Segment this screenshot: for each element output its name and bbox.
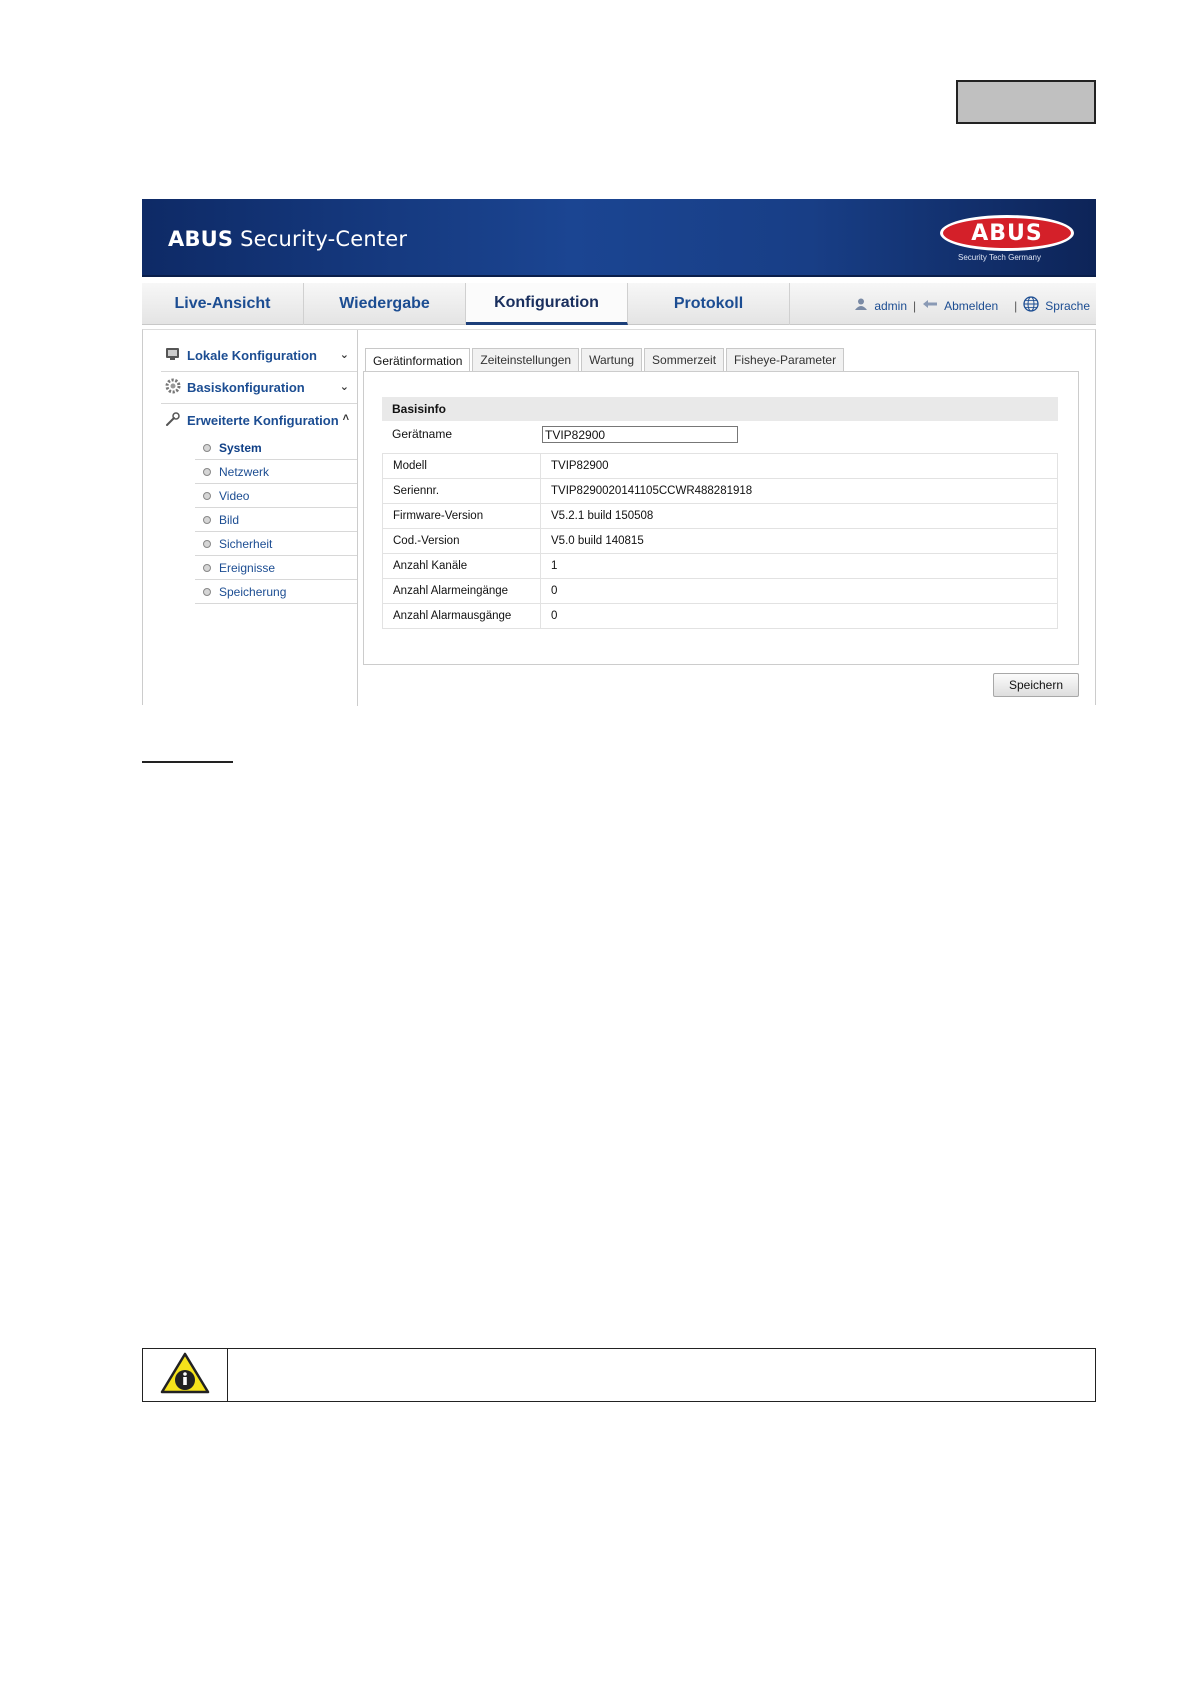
sidebar-section-label: Basiskonfiguration bbox=[187, 380, 305, 395]
row-key: Modell bbox=[383, 454, 541, 479]
table-row bbox=[383, 479, 1058, 504]
sidebar-item-system[interactable] bbox=[195, 436, 357, 460]
web-interface-screenshot bbox=[142, 199, 1096, 705]
tab-protokoll[interactable]: Protokoll bbox=[628, 283, 790, 325]
device-name-input[interactable] bbox=[542, 426, 738, 443]
header-banner bbox=[142, 199, 1096, 277]
user-link[interactable]: admin bbox=[874, 298, 907, 313]
bullet-icon bbox=[203, 540, 211, 548]
config-tabs bbox=[365, 348, 846, 371]
bullet-icon bbox=[203, 516, 211, 524]
monitor-icon bbox=[165, 346, 181, 365]
row-value: TVIP8290020141105CCWR488281918 bbox=[541, 479, 1058, 504]
bullet-icon bbox=[203, 588, 211, 596]
row-key: Seriennr. bbox=[383, 479, 541, 504]
nav-utilities bbox=[854, 296, 1090, 315]
section-title: Basisinfo bbox=[382, 397, 1058, 421]
row-value: TVIP82900 bbox=[541, 454, 1058, 479]
row-value: 1 bbox=[541, 554, 1058, 579]
main-nav bbox=[142, 283, 1096, 325]
globe-icon bbox=[1023, 296, 1039, 315]
heading-underline bbox=[142, 761, 233, 763]
logout-icon bbox=[922, 298, 938, 313]
bullet-icon bbox=[203, 564, 211, 572]
logo-oval: ABUS bbox=[940, 215, 1074, 251]
wrench-icon bbox=[165, 411, 181, 430]
app-title: ABUS Security-Center bbox=[168, 227, 408, 251]
sidebar-item-ereignisse[interactable] bbox=[195, 556, 357, 580]
separator: | bbox=[1014, 298, 1018, 313]
separator: | bbox=[913, 298, 917, 313]
tab-zeiteinstellungen[interactable]: Zeiteinstellungen bbox=[472, 348, 579, 371]
device-name-row bbox=[382, 425, 1058, 445]
gear-icon bbox=[165, 378, 181, 397]
sidebar-item-label: Speicherung bbox=[219, 584, 287, 599]
tab-fisheye-parameter[interactable]: Fisheye-Parameter bbox=[726, 348, 844, 371]
sidebar-divider bbox=[357, 330, 358, 706]
note-icon-cell bbox=[143, 1349, 228, 1401]
table-row bbox=[383, 529, 1058, 554]
device-name-label: Gerätname bbox=[392, 427, 453, 441]
row-value: 0 bbox=[541, 604, 1058, 629]
content-area bbox=[142, 329, 1096, 705]
warning-info-icon bbox=[160, 1352, 210, 1399]
sidebar bbox=[161, 340, 357, 604]
bullet-icon bbox=[203, 468, 211, 476]
table-row bbox=[383, 604, 1058, 629]
sidebar-item-label: Netzwerk bbox=[219, 464, 270, 479]
chevron-down-icon: ⌄ bbox=[339, 349, 349, 361]
user-icon bbox=[854, 297, 868, 314]
chevron-down-icon: ⌄ bbox=[339, 381, 349, 393]
tab-wartung[interactable]: Wartung bbox=[581, 348, 642, 371]
sidebar-item-label: Bild bbox=[219, 512, 240, 527]
save-button[interactable]: Speichern bbox=[993, 673, 1079, 697]
row-key: Firmware-Version bbox=[383, 504, 541, 529]
tab-geraetinformation[interactable]: Gerätinformation bbox=[365, 348, 470, 372]
device-info-panel bbox=[363, 371, 1079, 665]
sidebar-item-label: Sicherheit bbox=[219, 536, 273, 551]
tab-konfiguration[interactable]: Konfiguration bbox=[466, 283, 628, 325]
row-key: Cod.-Version bbox=[383, 529, 541, 554]
page-header-box bbox=[956, 80, 1096, 124]
table-row bbox=[383, 554, 1058, 579]
language-link[interactable]: Sprache bbox=[1045, 298, 1090, 313]
tab-sommerzeit[interactable]: Sommerzeit bbox=[644, 348, 724, 371]
sidebar-item-bild[interactable] bbox=[195, 508, 357, 532]
row-key: Anzahl Kanäle bbox=[383, 554, 541, 579]
row-key: Anzahl Alarmeingänge bbox=[383, 579, 541, 604]
sidebar-item-label: Ereignisse bbox=[219, 560, 276, 575]
row-value: 0 bbox=[541, 579, 1058, 604]
row-value: V5.2.1 build 150508 bbox=[541, 504, 1058, 529]
note-box bbox=[142, 1348, 1096, 1402]
sidebar-item-label: System bbox=[219, 440, 262, 455]
table-row bbox=[383, 579, 1058, 604]
bullet-icon bbox=[203, 492, 211, 500]
sidebar-section-label: Erweiterte Konfiguration bbox=[187, 412, 339, 428]
table-row bbox=[383, 504, 1058, 529]
logout-link[interactable]: Abmelden bbox=[944, 298, 999, 313]
sidebar-item-video[interactable] bbox=[195, 484, 357, 508]
abus-logo bbox=[940, 215, 1074, 265]
sidebar-section-label: Lokale Konfiguration bbox=[187, 348, 317, 363]
sidebar-item-netzwerk[interactable] bbox=[195, 460, 357, 484]
sidebar-item-label: Video bbox=[219, 488, 250, 503]
sidebar-local-config[interactable] bbox=[161, 340, 357, 372]
sidebar-basic-config[interactable] bbox=[161, 372, 357, 404]
tab-wiedergabe[interactable]: Wiedergabe bbox=[304, 283, 466, 325]
sidebar-advanced-config[interactable] bbox=[161, 404, 357, 436]
logo-subtitle: Security Tech Germany bbox=[958, 253, 1041, 262]
bullet-icon bbox=[203, 444, 211, 452]
device-info-table bbox=[382, 453, 1058, 629]
sidebar-item-sicherheit[interactable] bbox=[195, 532, 357, 556]
chevron-up-icon: ˄ bbox=[342, 412, 349, 424]
row-value: V5.0 build 140815 bbox=[541, 529, 1058, 554]
table-row bbox=[383, 454, 1058, 479]
sidebar-item-speicherung[interactable] bbox=[195, 580, 357, 604]
row-key: Anzahl Alarmausgänge bbox=[383, 604, 541, 629]
tab-live-ansicht[interactable]: Live-Ansicht bbox=[142, 283, 304, 325]
